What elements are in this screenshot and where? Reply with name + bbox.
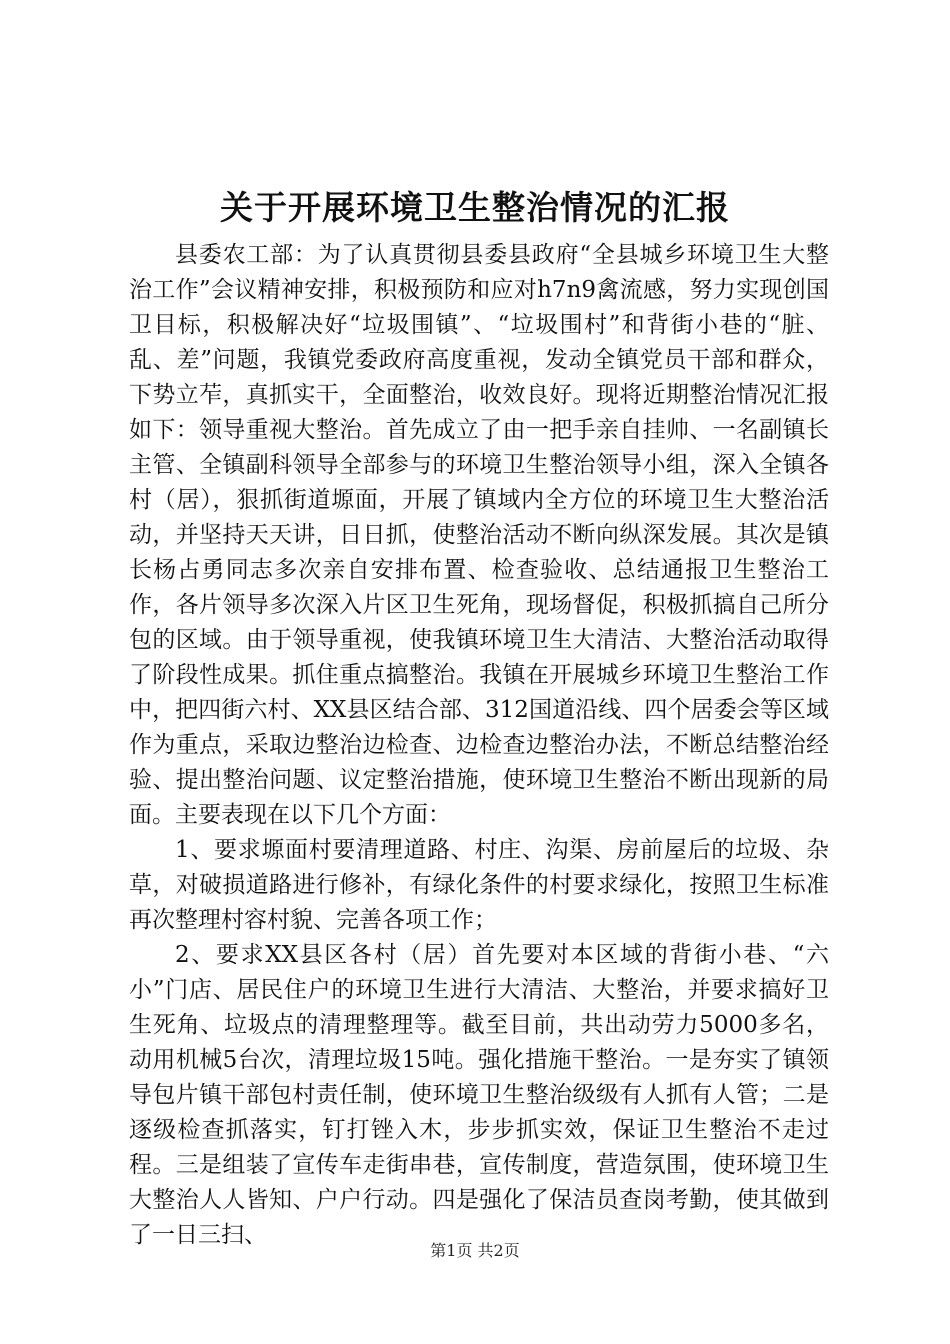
paragraph-item-2: 2、要求XX县区各村（居）首先要对本区域的背街小巷、“六小”门店、居民住户的环境卫生进行大清洁、大整治，并要求搞好卫生死角、垃圾点的清理整理等。截至目前，共出动劳力5000多名，动用机械5台次，清理垃圾15吨。强化措施干整治。一是夯实了镇领导包片镇干部包村责任制，使环境卫生整治级级有人抓有人管；二是逐级检查抓落实，钉打锉入木，步步抓实效，保证卫生整治不走过程。三是组装了宣传车走街串巷，宣传制度，营造氛围，使环境卫生大整治人人皆知、户户行动。四是强化了保洁员查岗考勤，使其做到了一日三扫、 xyxy=(129,942,829,1248)
paragraph-intro: 县委农工部：为了认真贯彻县委县政府“全县城乡环境卫生大整治工作”会议精神安排，积极预防和应对h7n9禽流感，努力实现创国卫目标，积极解决好“垃圾围镇”、“垃圾围村”和背街小巷的“脏、乱、差”问题，我镇党委政府高度重视，发动全镇党员干部和群众，下势立苲，真抓实干，全面整治，收效良好。现将近期整治情况汇报如下：领导重视大整治。首先成立了由一把手亲自挂帅、一名副镇长主管、全镇副科领导全部参与的环境卫生整治领导小组，深入全镇各村（居），狠抓街道塬面，开展了镇域内全方位的环境卫生大整治活动，并坚持天天讲，日日抓，使整治活动不断向纵深发展。其次是镇长杨占勇同志多次亲自安排布置、检查验收、总结通报卫生整治工作，各片领导多次深入片区卫生死角，现场督促，积极抓搞自己所分包的区域。由于领导重视，使我镇环境卫生大清洁、大整治活动取得了阶段性成果。抓住重点搞整治。我镇在开展城乡环境卫生整治工作中，把四街六村、XX县区结合部、312国道沿线、四个居委会等区域作为重点，采取边整治边检查、边检查边整治办法，不断总结整治经验、提出整治问题、议定整治措施，使环境卫生整治不断出现新的局面。主要表现在以下几个方面： xyxy=(129,242,829,828)
document-body xyxy=(129,238,829,1253)
document-title: 关于开展环境卫生整治情况的汇报 xyxy=(220,188,730,227)
paragraph-item-1: 1、要求塬面村要清理道路、村庄、沟渠、房前屋后的垃圾、杂草，对破损道路进行修补，有绿化条件的村要求绿化，按照卫生标准再次整理村容村貌、完善各项工作； xyxy=(129,837,829,933)
page-number-footer: 第1页 共2页 xyxy=(430,1241,520,1260)
